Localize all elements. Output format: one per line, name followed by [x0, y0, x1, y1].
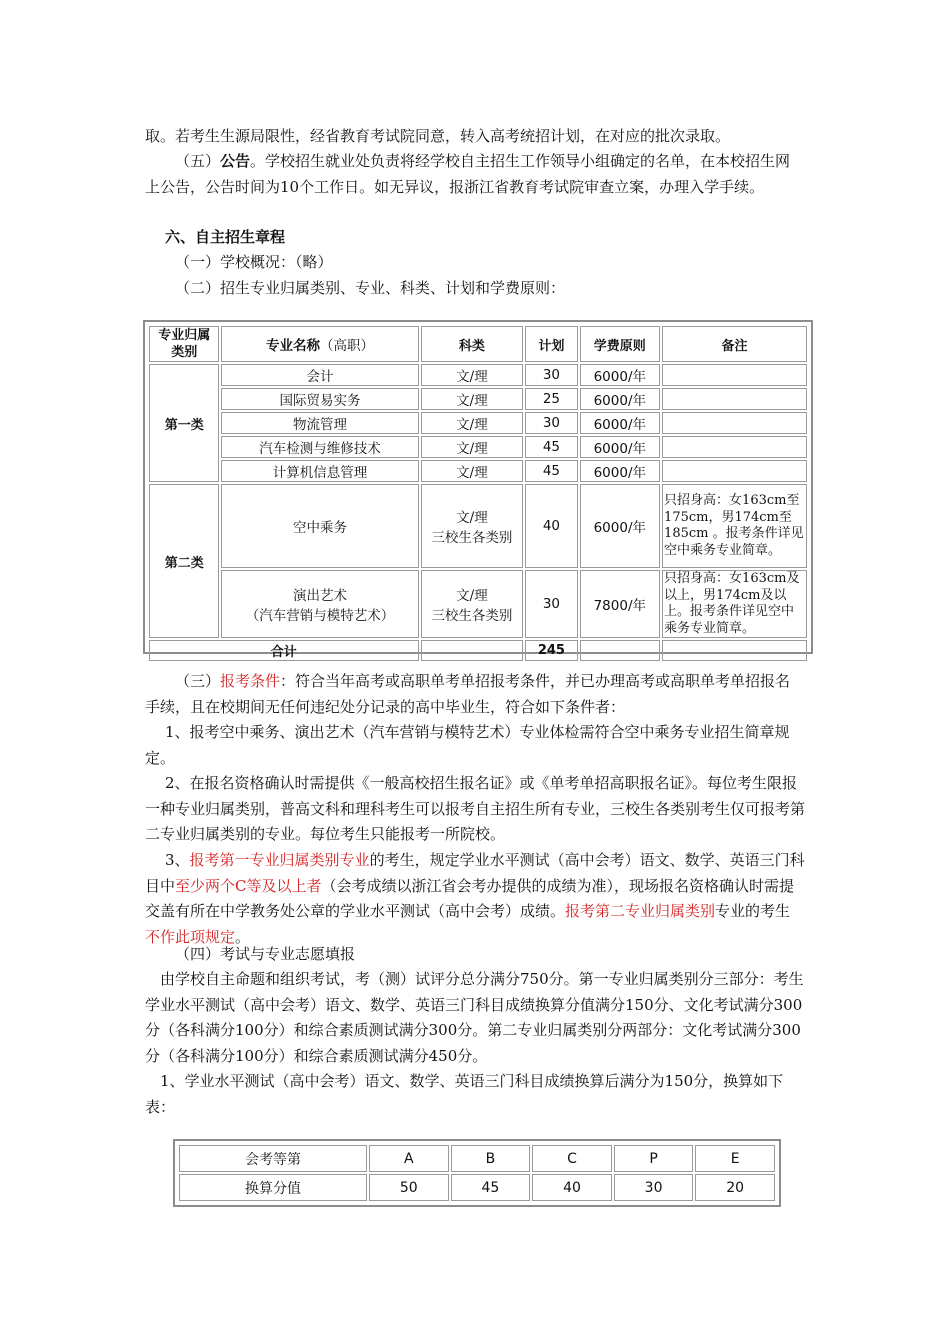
major-name: 汽车检测与维修技术: [221, 436, 418, 458]
plan: 25: [525, 388, 577, 410]
major-name: 国际贸易实务: [221, 388, 418, 410]
total-empty: [580, 640, 660, 661]
req3-highlight-2: 至少两个C等及以上者: [175, 876, 322, 895]
score-row: [179, 1174, 775, 1201]
paragraph-table-intro: （二）招生专业归属类别、专业、科类、计划和学费原则：: [175, 279, 566, 297]
req3-number: 3、: [165, 851, 190, 869]
plan: 30: [525, 412, 577, 434]
subject: 文/理: [421, 364, 524, 386]
req3-highlight-1: 报考第一专业归属类别专业: [189, 851, 370, 869]
conversion-table: [173, 1139, 781, 1207]
table-row: [149, 460, 807, 482]
subject-line-1: 文/理: [456, 510, 488, 526]
score-cell: 45: [451, 1174, 531, 1201]
table-row: [149, 388, 807, 410]
major-name: 物流管理: [221, 412, 418, 434]
total-empty: [421, 640, 524, 661]
fee: 6000/年: [580, 460, 660, 482]
table-header-row: [149, 326, 807, 362]
paragraph-requirement-2: 2、在报名资格确认时需提供《一般高校招生报名证》或《单考单招高职报名证》。每位考生限报一种专业归属类别，普高文科和理科考生可以报考自主招生所有专业，三校生各类别考生仅可报考第二专业归属类别的专业。每位考生只能报考一所院校。: [145, 774, 806, 843]
announcement-text: 。学校招生就业处负责将经学校自主招生工作领导小组确定的名单，在本校招生网上公告，公告时间为10个工作日。如无异议，报浙江省教育考试院审查立案，办理入学手续。: [145, 152, 791, 196]
fee: 6000/年: [580, 388, 660, 410]
req3-highlight-3: 报考第二专业归属类别: [565, 902, 716, 920]
paragraph-conversion-intro: 1、学业水平测试（高中会考）语文、数学、英语三门科目成绩换算后满分为150分，换算如下表：: [145, 1072, 784, 1116]
total-row: [149, 640, 807, 661]
conversion-grid: [177, 1143, 777, 1203]
fee: 6000/年: [580, 364, 660, 386]
table-row: [149, 484, 807, 568]
announcement-prefix: （五）: [175, 152, 221, 170]
fee: 6000/年: [580, 436, 660, 458]
major-name-line-2: （汽车营销与模特艺术）: [245, 608, 395, 624]
header-note: 备注: [662, 326, 807, 362]
major-name: 空中乘务: [221, 484, 418, 568]
score-cell: 30: [614, 1174, 694, 1201]
grade-row-label: 会考等第: [179, 1145, 367, 1172]
paragraph-announcement: [145, 149, 805, 200]
plan: 45: [525, 460, 577, 482]
paragraph-exam-heading: （四）考试与专业志愿填报: [175, 945, 356, 963]
paragraph-school-overview: （一）学校概况：（略）: [175, 253, 333, 271]
major-name-line-1: 演出艺术: [293, 588, 348, 604]
grade-cell: C: [532, 1145, 612, 1172]
enrollment-table: [143, 320, 813, 660]
plan: 30: [525, 364, 577, 386]
note: [662, 412, 807, 434]
score-cell: 40: [532, 1174, 612, 1201]
major-name: 会计: [221, 364, 418, 386]
subject-line-1: 文/理: [456, 588, 488, 604]
paragraph-requirement-1: 1、报考空中乘务、演出艺术（汽车营销与模特艺术）专业体检需符合空中乘务专业招生简章规定。: [145, 723, 790, 767]
note: [662, 364, 807, 386]
header-major-name-suffix: （高职）: [320, 338, 375, 354]
requirements-text: ：符合当年高考或高职单考单招报考条件，并已办理高考或高职单考单招报名手续，且在校期间无任何违纪处分记录的高中毕业生，符合如下条件者：: [145, 672, 791, 716]
note: [662, 460, 807, 482]
req3-end: 。: [235, 927, 251, 946]
note: [662, 436, 807, 458]
paragraph-requirements: [145, 669, 805, 720]
paragraph-admission-transfer: 取。若考生生源局限性，经省教育考试院同意，转入高考统招计划，在对应的批次录取。: [145, 127, 731, 145]
req3-text-1: 的考生，规定学业水平测试（高中会考）语文、数学、英语三门科目中: [145, 851, 805, 895]
paragraph-requirement-3: [145, 848, 805, 950]
subject-line-2: 三校生各类别: [431, 608, 513, 624]
subject-line-2: 三校生各类别: [431, 530, 513, 546]
score-row-label: 换算分值: [179, 1174, 367, 1201]
announcement-label: 公告: [220, 152, 251, 170]
requirements-label: 报考条件: [220, 672, 281, 690]
req3-text-3: 专业的考生: [715, 902, 791, 920]
header-plan: 计划: [525, 326, 577, 362]
header-category: 专业归属类别: [149, 326, 219, 362]
major-name: 计算机信息管理: [221, 460, 418, 482]
fee: 6000/年: [580, 412, 660, 434]
subject: [421, 484, 524, 568]
subject: 文/理: [421, 412, 524, 434]
total-value: 245: [525, 640, 577, 661]
fee: 7800/年: [580, 570, 660, 638]
category-1-cell: 第一类: [149, 364, 219, 482]
req3-text-2: （会考成绩以浙江省会考办提供的成绩为准），现场报名资格确认时需提交盖有所在中学教务处公章的学业水平测试（高中会考）成绩。: [145, 876, 795, 920]
table-row: [149, 412, 807, 434]
note: 只招身高：女163cm至175cm，男174cm至185cm 。报考条件详见空中乘务专业简章。: [662, 484, 807, 568]
total-empty: [662, 640, 807, 661]
subject: 文/理: [421, 460, 524, 482]
header-subject: 科类: [421, 326, 524, 362]
req3-highlight-4: 不作此项规定: [145, 927, 236, 946]
note: 只招身高：女163cm及以上，男174cm及以上。报考条件详见空中乘务专业简章。: [662, 570, 807, 638]
plan: 40: [525, 484, 577, 568]
score-cell: 50: [369, 1174, 449, 1201]
total-label: 合计: [149, 640, 419, 661]
section-heading-charter: 六、自主招生章程: [165, 228, 286, 246]
grade-row: [179, 1145, 775, 1172]
subject: 文/理: [421, 436, 524, 458]
subject: [421, 570, 524, 638]
table-row: [149, 364, 807, 386]
table-row: [149, 436, 807, 458]
header-fee: 学费原则: [580, 326, 660, 362]
grade-cell: P: [614, 1145, 694, 1172]
grade-cell: A: [369, 1145, 449, 1172]
plan: 30: [525, 570, 577, 638]
table-row: [149, 570, 807, 638]
requirements-prefix: （三）: [175, 672, 221, 690]
header-major-name: [221, 326, 418, 362]
grade-cell: B: [451, 1145, 531, 1172]
plan: 45: [525, 436, 577, 458]
category-2-cell: 第二类: [149, 484, 219, 638]
paragraph-exam-description: 由学校自主命题和组织考试，考（测）试评分总分满分750分。第一专业归属类别分三部分：考生学业水平测试（高中会考）语文、数学、英语三门科目成绩换算分值满分150分、文化考试满分300分（各科满分100分）和综合素质测试满分300分。第二专业归属类别分两部分：文化考试满分300分（各科满分100分）和综合素质测试满分450分。: [145, 970, 804, 1065]
major-name: [221, 570, 418, 638]
grade-cell: E: [695, 1145, 775, 1172]
header-major-name-bold: 专业名称: [266, 338, 321, 354]
note: [662, 388, 807, 410]
score-cell: 20: [695, 1174, 775, 1201]
fee: 6000/年: [580, 484, 660, 568]
enrollment-grid: [147, 324, 809, 663]
subject: 文/理: [421, 388, 524, 410]
